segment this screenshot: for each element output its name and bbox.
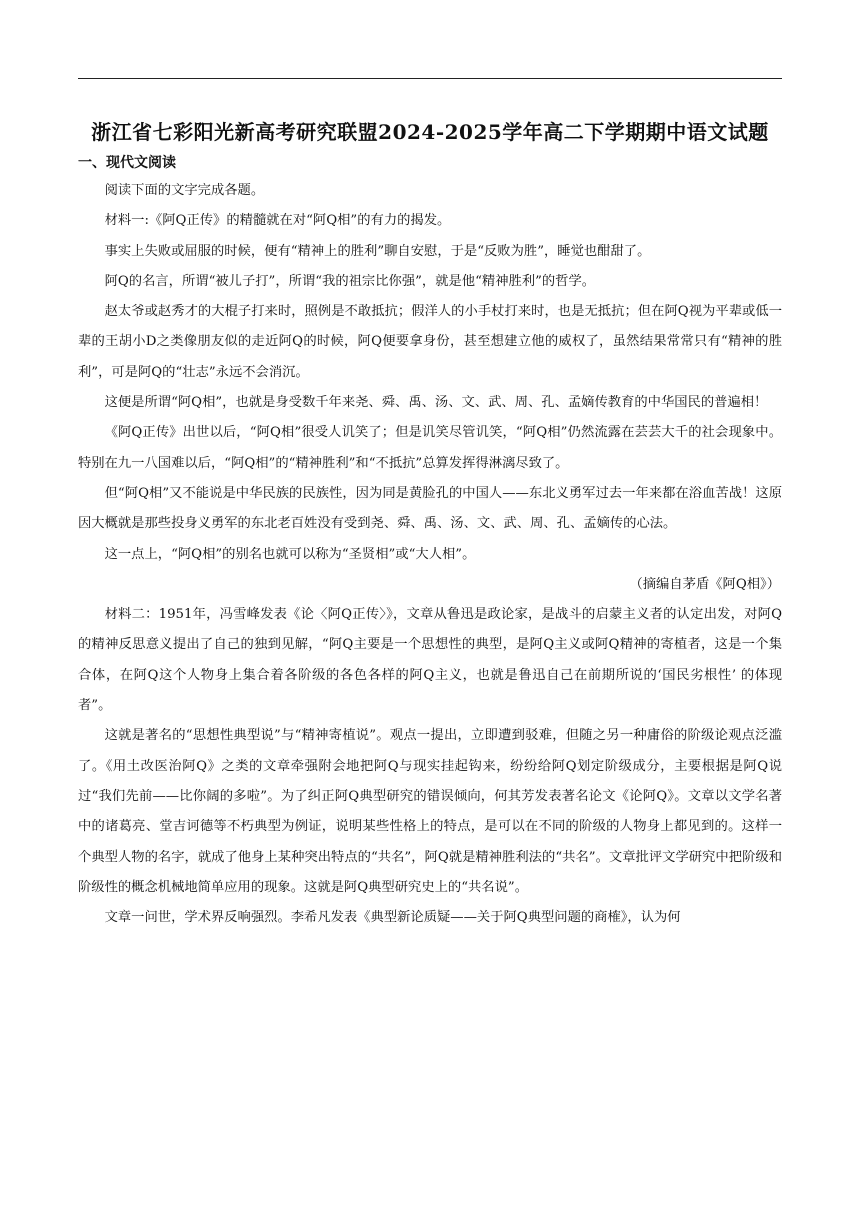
paragraph: 《阿Q正传》出世以后，“阿Q相”很受人讥笑了；但是讥笑尽管讥笑，“阿Q相”仍然流露在芸芸大千的社会现象中。特别在九一八国难以后，“阿Q相”的“精神胜利”和“不抵抗”总算发挥得淋漓尽致了。 [78, 425, 782, 471]
paragraph: 但“阿Q相”又不能说是中华民族的民族性，因为同是黄脸孔的中国人——东北义勇军过去一年来都在浴血苦战！这原因大概就是那些投身义勇军的东北老百姓没有受到尧、舜、禹、汤、文、武、周、孔、孟嫡传的心法。 [78, 485, 782, 532]
paragraph: 这便是所谓“阿Q相”，也就是身受数千年来尧、舜、禹、汤、文、武、周、孔、孟嫡传教育的中华国民的普遍相！ [104, 395, 768, 411]
paragraph: 这就是著名的“思想性典型说”与“精神寄植说”。观点一提出，立即遭到驳难，但随之另一种庸俗的阶级论观点泛滥了。《用土改医治阿Q》之类的文章牵强附会地把阿Q与现实挂起钩来，纷纷给阿Q划定阶级成分，主要根据是阿Q说过“我们先前——比你阔的多啦”。为了纠正阿Q典型研究的错误倾向，何其芳发表著名论文《论阿Q》。文章以文学名著中的诸葛亮、堂吉诃德等不朽典型为例证，说明某些性格上的特点，是可以在不同的阶级的人物身上都见到的。这样一个典型人物的名字，就成了他身上某种突出特点的“共名”，阿Q就是精神胜利法的“共名”。文章批评文学研究中把阶级和阶级性的概念机械地简单应用的现象。这就是阿Q典型研究史上的“共名说”。 [78, 728, 782, 895]
article-body [78, 176, 782, 933]
paragraph: 事实上失败或屈服的时候，便有“精神上的胜利”聊自安慰，于是“反败为胜”，睡觉也酣甜了。 [104, 243, 651, 259]
paragraph: 材料一:《阿Q正传》的精髓就在对“阿Q相”的有力的揭发。 [104, 213, 451, 229]
header-rule [78, 78, 782, 79]
instruction-paragraph: 阅读下面的文字完成各题。 [104, 183, 265, 198]
section-heading: 一、现代文阅读 [78, 155, 176, 171]
paragraph: 文章一问世，学术界反响强烈。李希凡发表《典型新论质疑——关于阿Q典型问题的商榷》，认为何 [104, 910, 681, 926]
page-title: 浙江省七彩阳光新高考研究联盟2024-2025学年高二下学期期中语文试题 [91, 120, 769, 144]
paragraph: 这一点上，“阿Q相”的别名也就可以称为“圣贤相”或“大人相”。 [104, 546, 476, 562]
paragraph: 赵太爷或赵秀才的大棍子打来时，照例是不敢抵抗；假洋人的小手杖打来时，也是无抵抗；但在阿Q视为平辈或低一辈的王胡小D之类像朋友似的走近阿Q的时候，阿Q便要拿身份，甚至想建立他的威权了，虽然结果常常只有“精神的胜利”，可是阿Q的“壮志”永远不会消沉。 [78, 304, 782, 380]
source-note: （摘编自茅盾《阿Q相》） [629, 576, 780, 592]
paragraph: 阿Q的名言，所谓“被儿子打”，所谓“我的祖宗比你强”，就是他“精神胜利”的哲学。 [104, 273, 596, 289]
paragraph: 材料二：1951年，冯雪峰发表《论〈阿Q正传〉》，文章从鲁迅是政论家，是战斗的启蒙主义者的认定出发，对阿Q的精神反思意义提出了自己的独到见解，“阿Q主要是一个思想性的典型，是阿Q主义或阿Q精神的寄植者，这是一个集合体，在阿Q这个人物身上集合着各阶级的各色各样的阿Q主义，也就是鲁迅自己在前期所说的‘国民劣根性’ 的体现者”。 [78, 607, 782, 714]
